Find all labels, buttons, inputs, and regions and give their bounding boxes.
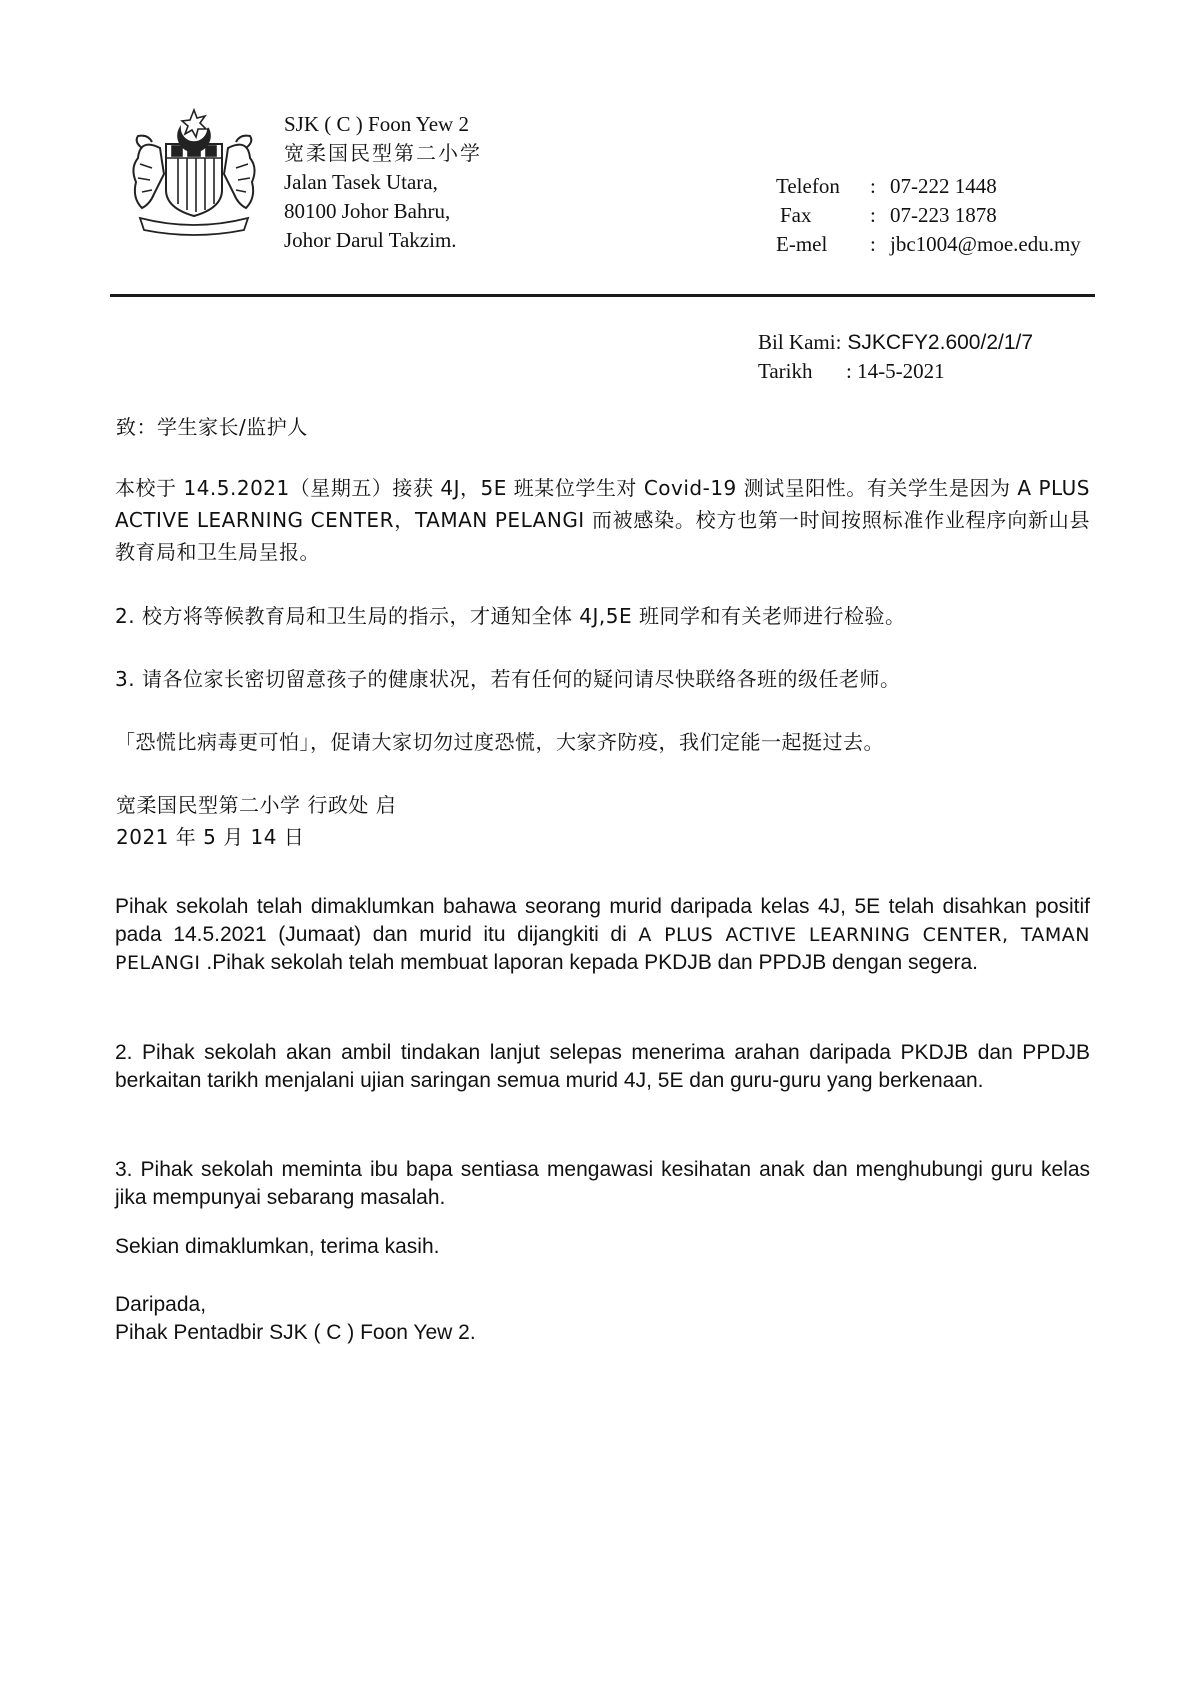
header-divider <box>110 294 1095 297</box>
tarikh-label: Tarikh <box>758 359 813 383</box>
contact-telefon: Telefon : 07-222 1448 <box>776 172 1081 201</box>
contact-email: E-mel : jbc1004@moe.edu.my <box>776 230 1081 259</box>
contact-value: 07-223 1878 <box>890 203 997 227</box>
address-line: 80100 Johor Bahru, <box>284 199 451 223</box>
school-address-block <box>284 110 482 255</box>
bil-label: Bil Kami: <box>758 330 842 354</box>
contact-value: jbc1004@moe.edu.my <box>890 232 1081 256</box>
bil-value: SJKCFY2.600/2/1/7 <box>847 331 1034 354</box>
zh-paragraph-2: 2. 校方将等候教育局和卫生局的指示，才通知全体 4J,5E 班同学和有关老师进行检验。 <box>115 604 906 628</box>
contact-label: Telefon <box>776 174 840 198</box>
reference-block <box>758 328 1033 386</box>
ms-paragraph-3: 3. Pihak sekolah meminta ibu bapa sentiasa mengawasi kesihatan anak dan menghubungi guru kelas jika mempunyai sebarang masalah. <box>115 1158 1090 1209</box>
ms-paragraph-1-text-end: .Pihak sekolah telah membuat laporan kepada PKDJB dan PPDJB dengan segera. <box>200 951 979 974</box>
school-name-zh: 宽柔国民型第二小学 <box>284 141 482 165</box>
zh-paragraph-3: 3. 请各位家长密切留意孩子的健康状况，若有任何的疑问请尽快联络各班的级任老师。 <box>115 667 901 691</box>
zh-paragraph-1: 本校于 14.5.2021（星期五）接获 4J，5E 班某位学生对 Covid-19 测试呈阳性。有关学生是因为 A PLUS ACTIVE LEARNING CENTER，TAMAN PELANGI 而被感染。校方也第一时间按照标准作业程序向新山县教育局和卫生局呈报。 <box>115 476 1090 564</box>
from-label: Daripada, <box>115 1293 207 1316</box>
contact-value: 07-222 1448 <box>890 174 997 198</box>
address-line: Jalan Tasek Utara, <box>284 170 438 194</box>
malaysia-coat-of-arms-icon <box>120 108 268 238</box>
zh-signature-date: 2021 年 5 月 14 日 <box>116 825 305 849</box>
ms-closing: Sekian dimaklumkan, terima kasih. <box>115 1235 440 1258</box>
contact-fax: Fax : 07-223 1878 <box>776 201 1081 230</box>
contact-block <box>776 172 1081 259</box>
from-name: Pihak Pentadbir SJK ( C ) Foon Yew 2. <box>115 1321 476 1344</box>
recipient-line: 致：学生家长/监护人 <box>116 415 308 439</box>
learning-center-name: A PLUS ACTIVE LEARNING CENTER, TAMAN PELANGI <box>115 924 1091 974</box>
school-name: SJK ( C ) Foon Yew 2 <box>284 112 469 136</box>
ms-paragraph-2: 2. Pihak sekolah akan ambil tindakan lanjut selepas menerima arahan daripada PKDJB dan PPDJB berkaitan tarikh menjalani ujian saringan semua murid 4J, 5E dan guru-guru yang berkenaan. <box>115 1041 1090 1092</box>
zh-signature-name: 宽柔国民型第二小学 行政处 启 <box>116 793 397 817</box>
zh-paragraph-4: 「恐慌比病毒更可怕」，促请大家切勿过度恐慌，大家齐防疫，我们定能一起挺过去。 <box>115 730 884 754</box>
tarikh-value: : 14-5-2021 <box>846 359 945 383</box>
ms-paragraph-1 <box>115 893 1090 977</box>
contact-label: Fax <box>780 203 812 227</box>
address-line: Johor Darul Takzim. <box>284 228 457 252</box>
contact-label: E-mel <box>776 232 828 256</box>
ms-paragraph-1-text: Pihak sekolah telah dimaklumkan bahawa seorang murid daripada kelas 4J, 5E telah disahkan positif pada 14.5.2021 (Jumaat) dan murid itu dijangkiti di <box>115 895 1090 946</box>
